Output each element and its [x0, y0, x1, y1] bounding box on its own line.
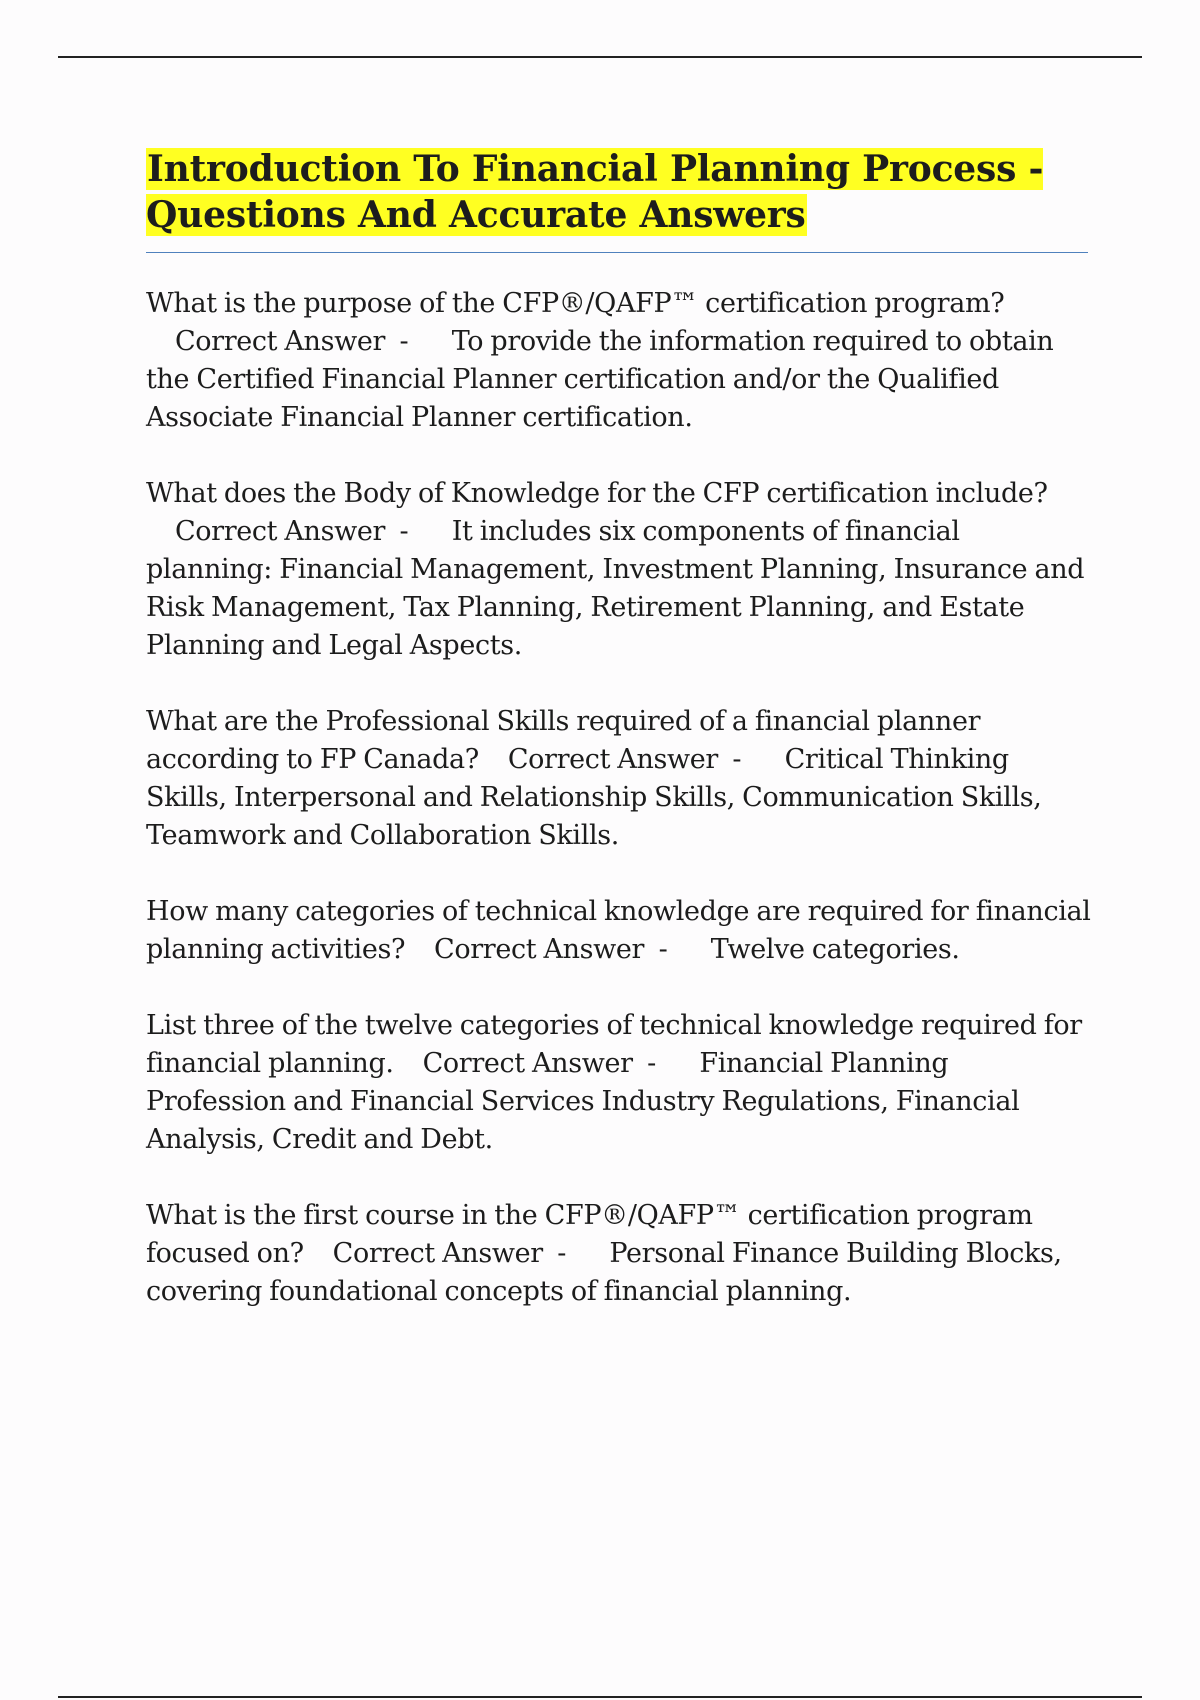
question-text: List three of the twelve categories of technical knowledge required for financial planning.: [146, 1010, 1082, 1079]
header-rule: [58, 56, 1142, 58]
document-body: [146, 146, 1091, 1349]
answer-label: Correct Answer: [422, 1048, 633, 1079]
qa-item: What is the purpose of the CFP®/QAFP™ certification program? Correct Answer - To provide the information required to obtain the Certified Financial Planner certification and/or the Qualified Associate Financial Planner certification.: [146, 288, 1054, 433]
qa-list: [146, 285, 1091, 1311]
question-text: What are the Professional Skills required of a financial planner according to FP Canada?: [146, 706, 981, 775]
title-underline: [146, 252, 1088, 253]
qa-item: How many categories of technical knowledge are required for financial planning activities? Correct Answer - Twelve categories.: [146, 896, 1091, 965]
question-text: What does the Body of Knowledge for the CFP certification include?: [146, 478, 1048, 509]
answer-label: Correct Answer: [174, 326, 386, 357]
title-highlight: Introduction To Financial Planning Process - Questions And Accurate Answers: [146, 148, 1044, 236]
answer-text: Critical Thinking Skills, Interpersonal and Relationship Skills, Communication Skills, Teamwork and Collaboration Skills.: [146, 744, 1042, 851]
answer-text: Twelve categories.: [710, 934, 960, 965]
answer-label: Correct Answer: [332, 1238, 543, 1269]
qa-item: List three of the twelve categories of technical knowledge required for financial planning. Correct Answer - Financial Planning Profession and Financial Services Industry Regulations, Financial Analysis, Credit and Debt.: [146, 1010, 1082, 1155]
answer-text: Financial Planning Profession and Financial Services Industry Regulations, Financial Analysis, Credit and Debt.: [146, 1048, 1020, 1155]
answer-text: Personal Finance Building Blocks, covering foundational concepts of financial planning.: [146, 1238, 1062, 1307]
qa-item: What does the Body of Knowledge for the CFP certification include? Correct Answer - It includes six components of financial planning: Financial Management, Investment Planning, Insurance and Risk Management, Tax Planning, Retirement Planning, and Estate Planning and Legal Aspects.: [146, 478, 1085, 661]
answer-label: Correct Answer: [174, 516, 386, 547]
document-title: [146, 146, 1091, 238]
question-text: How many categories of technical knowledge are required for financial planning activities?: [146, 896, 1091, 965]
question-text: What is the first course in the CFP®/QAFP™ certification program focused on?: [146, 1200, 1033, 1269]
answer-label: Correct Answer: [434, 934, 645, 965]
answer-text: To provide the information required to obtain the Certified Financial Planner certification and/or the Qualified Associate Financial Planner certification.: [146, 326, 1054, 433]
question-text: What is the purpose of the CFP®/QAFP™ certification program?: [146, 288, 1005, 319]
qa-item: What is the first course in the CFP®/QAFP™ certification program focused on? Correct Answer - Personal Finance Building Blocks, covering foundational concepts of financial planning.: [146, 1200, 1062, 1307]
footer-rule: [58, 1696, 1142, 1698]
qa-item: What are the Professional Skills required of a financial planner according to FP Canada? Correct Answer - Critical Thinking Skills, Interpersonal and Relationship Skills, Communication Skills, Teamwork and Collaboration Skills.: [146, 706, 1042, 851]
answer-label: Correct Answer: [507, 744, 718, 775]
answer-text: It includes six components of financial planning: Financial Management, Investment Planning, Insurance and Risk Management, Tax Planning, Retirement Planning, and Estate Planning and Legal Aspects.: [146, 516, 1085, 661]
